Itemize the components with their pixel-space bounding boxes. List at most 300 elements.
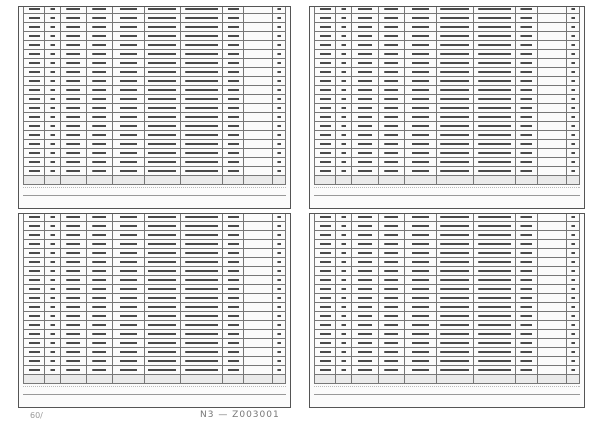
table-row	[315, 321, 580, 330]
table-cell	[378, 366, 405, 375]
table-cell	[181, 158, 223, 167]
table-cell	[45, 50, 61, 59]
column-header	[378, 176, 405, 185]
table-cell	[378, 68, 405, 77]
table-cell	[60, 258, 86, 267]
table-cell	[405, 339, 437, 348]
table-cell	[144, 249, 181, 258]
table-cell	[45, 68, 61, 77]
column-header	[352, 375, 379, 384]
table-cell	[181, 267, 223, 276]
table-cell	[144, 14, 181, 23]
table-cell	[566, 122, 579, 131]
table-cell	[566, 321, 579, 330]
table-cell	[537, 158, 566, 167]
table-cell	[45, 231, 61, 240]
table-cell	[516, 23, 537, 32]
table-cell	[336, 366, 352, 375]
table-cell	[315, 312, 336, 321]
column-header	[405, 375, 437, 384]
table-cell	[45, 348, 61, 357]
table-row	[315, 140, 580, 149]
table-cell	[86, 131, 112, 140]
table-cell	[378, 330, 405, 339]
table-row	[24, 330, 286, 339]
table-cell	[113, 167, 144, 176]
table-cell	[516, 240, 537, 249]
table-cell	[474, 158, 516, 167]
table-cell	[436, 294, 473, 303]
table-cell	[336, 14, 352, 23]
table-row	[315, 357, 580, 366]
table-cell	[24, 348, 45, 357]
table-row	[315, 222, 580, 231]
column-header	[24, 176, 45, 185]
table-cell	[405, 131, 437, 140]
table-cell	[516, 158, 537, 167]
table-row	[315, 23, 580, 32]
table-cell	[45, 240, 61, 249]
table-row	[24, 77, 286, 86]
sheet-title	[23, 195, 286, 205]
table-cell	[24, 14, 45, 23]
table-cell	[272, 213, 285, 222]
table-cell	[315, 222, 336, 231]
table-cell	[352, 32, 379, 41]
table-cell	[272, 267, 285, 276]
table-row	[24, 86, 286, 95]
table-cell	[24, 104, 45, 113]
table-cell	[144, 276, 181, 285]
table-cell	[45, 267, 61, 276]
table-cell	[378, 339, 405, 348]
table-cell	[405, 77, 437, 86]
table-cell	[24, 366, 45, 375]
table-row	[315, 249, 580, 258]
table-cell	[474, 321, 516, 330]
table-cell	[436, 357, 473, 366]
table-cell	[86, 32, 112, 41]
table-cell	[45, 285, 61, 294]
table-cell	[537, 348, 566, 357]
table-cell	[566, 32, 579, 41]
table-row	[315, 366, 580, 375]
table-cell	[45, 321, 61, 330]
table-cell	[352, 23, 379, 32]
table-cell	[405, 23, 437, 32]
table-cell	[315, 330, 336, 339]
table-cell	[336, 167, 352, 176]
table-row	[24, 95, 286, 104]
table-cell	[566, 213, 579, 222]
table-cell	[272, 348, 285, 357]
table-cell	[378, 122, 405, 131]
table-row	[24, 23, 286, 32]
table-cell	[436, 231, 473, 240]
table-cell	[272, 122, 285, 131]
table-cell	[113, 366, 144, 375]
table-cell	[86, 68, 112, 77]
table-cell	[86, 222, 112, 231]
column-header	[474, 375, 516, 384]
table-cell	[45, 158, 61, 167]
sheet-rotated	[19, 214, 290, 407]
table-cell	[405, 140, 437, 149]
table-cell	[45, 113, 61, 122]
table-cell	[566, 59, 579, 68]
table-cell	[405, 104, 437, 113]
table-cell	[537, 23, 566, 32]
table-cell	[181, 303, 223, 312]
table-cell	[181, 348, 223, 357]
table-cell	[60, 149, 86, 158]
table-cell	[181, 6, 223, 14]
table-cell	[60, 140, 86, 149]
table-cell	[405, 285, 437, 294]
table-cell	[352, 321, 379, 330]
table-cell	[45, 249, 61, 258]
table-cell	[45, 77, 61, 86]
table-cell	[378, 104, 405, 113]
table-row	[24, 14, 286, 23]
table-cell	[113, 357, 144, 366]
table-row	[315, 285, 580, 294]
table-cell	[223, 366, 244, 375]
table-cell	[315, 104, 336, 113]
column-header	[436, 375, 473, 384]
table-cell	[566, 140, 579, 149]
table-cell	[144, 6, 181, 14]
table-cell	[272, 240, 285, 249]
table-cell	[60, 357, 86, 366]
column-header	[60, 176, 86, 185]
table-cell	[113, 312, 144, 321]
table-cell	[405, 6, 437, 14]
table-cell	[537, 140, 566, 149]
table-cell	[181, 167, 223, 176]
table-cell	[436, 122, 473, 131]
table-cell	[144, 68, 181, 77]
table-row	[315, 41, 580, 50]
table-cell	[24, 321, 45, 330]
table-cell	[113, 303, 144, 312]
column-header	[223, 375, 244, 384]
table-cell	[223, 339, 244, 348]
table-cell	[436, 131, 473, 140]
table-cell	[516, 131, 537, 140]
table-row	[24, 41, 286, 50]
table-cell	[516, 249, 537, 258]
table-cell	[436, 140, 473, 149]
table-cell	[474, 267, 516, 276]
sheet-rotated	[310, 7, 584, 208]
table-cell	[223, 303, 244, 312]
table-cell	[223, 14, 244, 23]
table-cell	[436, 113, 473, 122]
table-cell	[474, 68, 516, 77]
table-cell	[223, 222, 244, 231]
table-cell	[45, 366, 61, 375]
table-cell	[336, 77, 352, 86]
table-cell	[24, 276, 45, 285]
table-cell	[352, 6, 379, 14]
table-cell	[336, 339, 352, 348]
table-cell	[516, 213, 537, 222]
table-cell	[378, 77, 405, 86]
table-cell	[45, 258, 61, 267]
table-cell	[537, 366, 566, 375]
table-cell	[223, 104, 244, 113]
table-cell	[244, 339, 273, 348]
table-row	[24, 231, 286, 240]
column-header	[537, 375, 566, 384]
table-cell	[436, 240, 473, 249]
table-cell	[181, 68, 223, 77]
table-cell	[113, 249, 144, 258]
table-cell	[181, 357, 223, 366]
table-cell	[537, 276, 566, 285]
table-cell	[537, 231, 566, 240]
table-cell	[223, 95, 244, 104]
table-cell	[113, 6, 144, 14]
table-cell	[405, 249, 437, 258]
table-cell	[537, 131, 566, 140]
table-cell	[113, 321, 144, 330]
table-cell	[336, 23, 352, 32]
table-cell	[45, 122, 61, 131]
table-cell	[86, 149, 112, 158]
column-header	[315, 375, 336, 384]
table-cell	[86, 231, 112, 240]
table-cell	[405, 59, 437, 68]
table-cell	[405, 366, 437, 375]
table-cell	[113, 32, 144, 41]
table-cell	[60, 23, 86, 32]
table-cell	[336, 158, 352, 167]
table-cell	[537, 50, 566, 59]
table-row	[24, 167, 286, 176]
table-cell	[474, 41, 516, 50]
table-cell	[315, 276, 336, 285]
table-cell	[272, 14, 285, 23]
table-cell	[223, 140, 244, 149]
table-cell	[60, 366, 86, 375]
ledger-table	[23, 6, 286, 185]
table-cell	[405, 231, 437, 240]
table-cell	[336, 240, 352, 249]
table-cell	[405, 149, 437, 158]
table-cell	[244, 231, 273, 240]
table-cell	[436, 149, 473, 158]
table-cell	[378, 276, 405, 285]
table-cell	[24, 68, 45, 77]
table-cell	[86, 258, 112, 267]
table-cell	[272, 167, 285, 176]
table-cell	[223, 50, 244, 59]
table-cell	[272, 303, 285, 312]
table-cell	[144, 348, 181, 357]
table-cell	[45, 330, 61, 339]
table-cell	[378, 249, 405, 258]
table-cell	[244, 330, 273, 339]
table-row	[24, 357, 286, 366]
table-cell	[405, 167, 437, 176]
table-cell	[244, 23, 273, 32]
table-cell	[60, 240, 86, 249]
column-header	[144, 375, 181, 384]
table-cell	[474, 104, 516, 113]
table-cell	[336, 68, 352, 77]
table-cell	[352, 294, 379, 303]
table-cell	[244, 222, 273, 231]
table-cell	[336, 104, 352, 113]
table-cell	[315, 348, 336, 357]
table-cell	[352, 240, 379, 249]
table-cell	[516, 348, 537, 357]
table-cell	[60, 339, 86, 348]
sheet-rotated	[310, 214, 584, 407]
column-header	[86, 176, 112, 185]
table-cell	[436, 14, 473, 23]
table-cell	[244, 59, 273, 68]
table-cell	[144, 321, 181, 330]
table-cell	[181, 77, 223, 86]
table-cell	[336, 303, 352, 312]
table-cell	[86, 303, 112, 312]
table-cell	[336, 357, 352, 366]
table-cell	[24, 339, 45, 348]
table-cell	[336, 86, 352, 95]
sheet-subtitle	[23, 187, 286, 194]
table-cell	[566, 330, 579, 339]
table-cell	[315, 14, 336, 23]
table-cell	[474, 140, 516, 149]
table-cell	[181, 149, 223, 158]
table-cell	[352, 86, 379, 95]
table-cell	[336, 131, 352, 140]
table-row	[315, 158, 580, 167]
table-cell	[378, 50, 405, 59]
table-cell	[405, 222, 437, 231]
table-row	[315, 213, 580, 222]
table-row	[315, 348, 580, 357]
ledger-table	[23, 213, 286, 384]
table-cell	[516, 6, 537, 14]
table-cell	[144, 23, 181, 32]
table-cell	[45, 14, 61, 23]
table-cell	[244, 357, 273, 366]
table-cell	[144, 258, 181, 267]
table-cell	[566, 222, 579, 231]
table-cell	[566, 6, 579, 14]
table-row	[24, 59, 286, 68]
table-cell	[315, 77, 336, 86]
table-cell	[352, 104, 379, 113]
table-cell	[113, 267, 144, 276]
table-cell	[244, 122, 273, 131]
table-cell	[352, 167, 379, 176]
table-cell	[223, 68, 244, 77]
table-cell	[113, 104, 144, 113]
table-cell	[181, 23, 223, 32]
table-cell	[537, 41, 566, 50]
table-cell	[144, 240, 181, 249]
table-cell	[566, 294, 579, 303]
table-row	[315, 240, 580, 249]
table-cell	[223, 348, 244, 357]
table-cell	[315, 240, 336, 249]
table-row	[24, 140, 286, 149]
table-cell	[113, 23, 144, 32]
table-cell	[244, 131, 273, 140]
table-cell	[24, 77, 45, 86]
table-cell	[405, 357, 437, 366]
table-cell	[537, 321, 566, 330]
table-cell	[566, 86, 579, 95]
table-cell	[45, 59, 61, 68]
table-cell	[181, 366, 223, 375]
table-cell	[352, 50, 379, 59]
table-cell	[352, 41, 379, 50]
table-cell	[566, 41, 579, 50]
sheet-subtitle	[314, 386, 580, 393]
table-cell	[352, 285, 379, 294]
table-cell	[566, 167, 579, 176]
table-cell	[60, 32, 86, 41]
table-cell	[86, 339, 112, 348]
table-cell	[315, 167, 336, 176]
table-cell	[45, 294, 61, 303]
table-header-row	[24, 176, 286, 185]
table-header-row	[24, 375, 286, 384]
table-cell	[24, 285, 45, 294]
table-cell	[436, 222, 473, 231]
table-cell	[405, 213, 437, 222]
table-row	[24, 158, 286, 167]
table-cell	[272, 50, 285, 59]
table-cell	[336, 285, 352, 294]
table-cell	[113, 86, 144, 95]
column-header	[336, 375, 352, 384]
column-header	[566, 176, 579, 185]
table-cell	[474, 6, 516, 14]
table-cell	[474, 294, 516, 303]
document-sheet-top-left	[18, 6, 291, 209]
table-cell	[181, 321, 223, 330]
table-cell	[244, 14, 273, 23]
table-cell	[352, 131, 379, 140]
table-cell	[315, 149, 336, 158]
table-cell	[113, 59, 144, 68]
scan-mark: 60/	[30, 411, 43, 420]
table-cell	[244, 77, 273, 86]
table-cell	[566, 312, 579, 321]
table-cell	[336, 267, 352, 276]
table-cell	[315, 357, 336, 366]
sheet-subtitle	[314, 187, 580, 194]
table-cell	[113, 41, 144, 50]
table-row	[24, 213, 286, 222]
table-cell	[86, 213, 112, 222]
table-cell	[86, 366, 112, 375]
table-cell	[537, 95, 566, 104]
table-cell	[223, 330, 244, 339]
table-row	[24, 50, 286, 59]
table-cell	[566, 366, 579, 375]
table-cell	[24, 23, 45, 32]
table-cell	[113, 68, 144, 77]
table-cell	[181, 95, 223, 104]
